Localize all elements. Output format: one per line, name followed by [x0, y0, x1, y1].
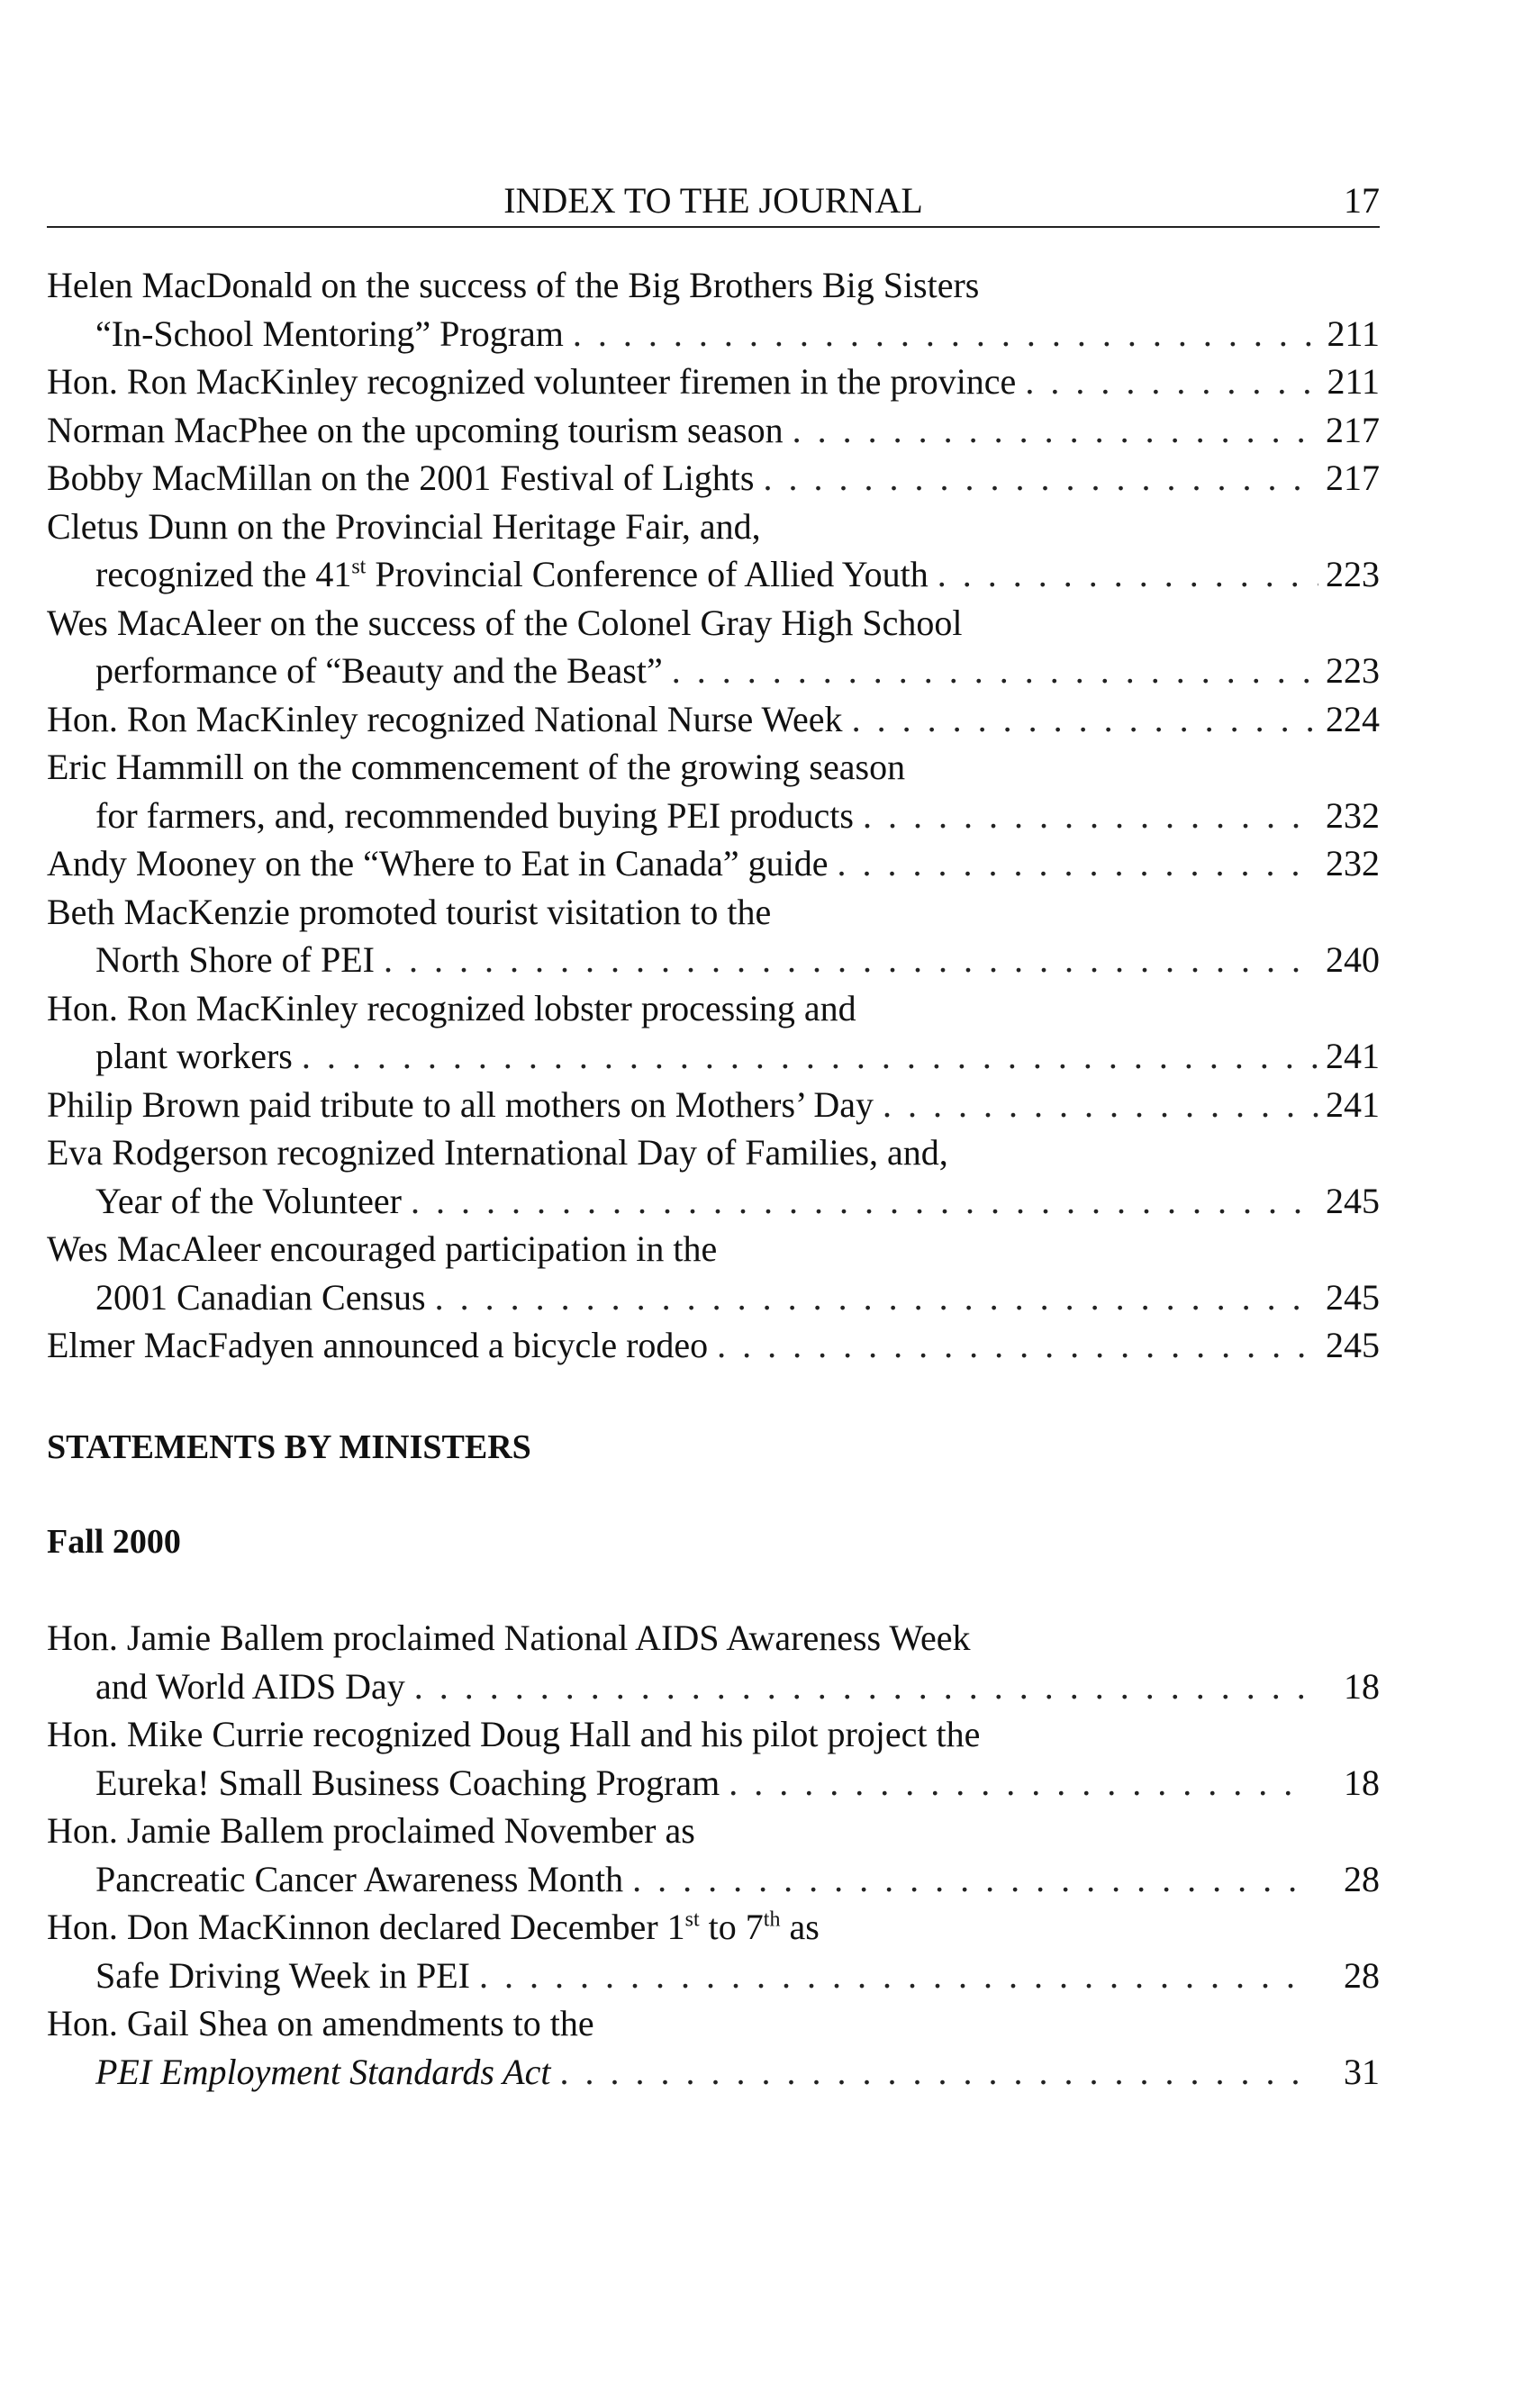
page-ref: 28	[1344, 1858, 1380, 1899]
index-entry: Hon. Ron MacKinley recognized volunteer firemen in the province . . . 211	[47, 358, 1380, 406]
page-ref: 245	[1326, 1180, 1380, 1221]
dot-leader	[479, 1952, 1309, 2000]
page-ref: 232	[1326, 794, 1380, 836]
page-ref: 224	[1326, 698, 1380, 739]
page-ref: 223	[1326, 650, 1380, 691]
index-entry: Eric Hammill on the commencement of the growing season for farmers, and, recommended buying PEI products . . . 232	[47, 743, 1380, 839]
section-heading: STATEMENTS BY MINISTERS	[47, 1428, 531, 1466]
dot-leader	[729, 1759, 1309, 1808]
dot-leader	[632, 1855, 1309, 1904]
dot-leader	[863, 792, 1318, 840]
page-ref: 18	[1344, 1762, 1380, 1803]
page-ref: 223	[1326, 554, 1380, 594]
index-entry: Wes MacAleer encouraged participation in the 2001 Canadian Census . . . 245	[47, 1225, 1380, 1321]
page-ref: 31	[1344, 2051, 1380, 2092]
index-entry: Hon. Ron MacKinley recognized lobster processing and plant workers . . . 241	[47, 984, 1380, 1081]
running-title: INDEX TO THE JOURNAL	[503, 180, 923, 221]
index-entry: Beth MacKenzie promoted tourist visitation to the North Shore of PEI . . . 240	[47, 888, 1380, 984]
dot-leader	[938, 550, 1318, 599]
dot-leader	[672, 647, 1318, 695]
dot-leader	[573, 310, 1318, 358]
index-entries-bottom	[47, 1614, 1380, 2096]
index-entry: Helen MacDonald on the success of the Big Brothers Big Sisters “In-School Mentoring” Program . . . 211	[47, 261, 1380, 358]
page-ref: 240	[1326, 939, 1380, 980]
dot-leader	[883, 1081, 1318, 1129]
page-ref: 245	[1326, 1325, 1380, 1365]
page-ref: 241	[1326, 1083, 1380, 1125]
index-entry: Bobby MacMillan on the 2001 Festival of Lights . . . 217	[47, 454, 1380, 503]
index-entry: Hon. Jamie Ballem proclaimed November as Pancreatic Cancer Awareness Month . . . 28	[47, 1807, 1380, 1903]
dot-leader	[838, 839, 1319, 888]
dot-leader	[302, 1032, 1318, 1081]
dot-leader	[717, 1321, 1318, 1370]
page-ref: 245	[1326, 1276, 1380, 1318]
index-entry: Philip Brown paid tribute to all mothers on Mothers’ Day . . . 241	[47, 1081, 1380, 1129]
index-entry: Hon. Ron MacKinley recognized National Nurse Week . . . 224	[47, 695, 1380, 744]
page-header	[47, 174, 1380, 228]
page-number: 17	[1344, 180, 1380, 221]
dot-leader	[852, 695, 1318, 744]
dot-leader	[1025, 358, 1318, 406]
page-ref: 232	[1326, 843, 1380, 883]
page-ref: 18	[1344, 1665, 1380, 1707]
dot-leader	[384, 936, 1318, 984]
index-entry: Hon. Gail Shea on amendments to the PEI Employment Standards Act . . . 31	[47, 1999, 1380, 2096]
index-entry: Hon. Don MacKinnon declared December 1st to 7th as Safe Driving Week in PEI . . . 28	[47, 1903, 1380, 1999]
index-entry: Eva Rodgerson recognized International Day of Families, and, Year of the Volunteer . . . 245	[47, 1128, 1380, 1225]
dot-leader	[559, 2048, 1309, 2097]
index-entry: Norman MacPhee on the upcoming tourism season . . . 217	[47, 406, 1380, 455]
index-entry: Cletus Dunn on the Provincial Heritage Fair, and, recognized the 41st Provincial Conference of Allied Youth . . . 223	[47, 503, 1380, 599]
dot-leader	[793, 406, 1318, 455]
page-ref: 241	[1326, 1036, 1380, 1076]
index-entry: Hon. Mike Currie recognized Doug Hall and his pilot project the Eureka! Small Business Coaching Program . . . 18	[47, 1710, 1380, 1807]
dot-leader	[764, 454, 1319, 503]
dot-leader	[414, 1663, 1309, 1711]
page-ref: 217	[1326, 409, 1380, 450]
index-entry: Elmer MacFadyen announced a bicycle rodeo . . . 245	[47, 1321, 1380, 1370]
subheading: Fall 2000	[47, 1523, 181, 1561]
index-entries-top	[47, 261, 1380, 1370]
dot-leader	[435, 1273, 1318, 1322]
dot-leader	[411, 1177, 1318, 1226]
index-entry: Andy Mooney on the “Where to Eat in Canada” guide . . . 232	[47, 839, 1380, 888]
page-ref: 217	[1326, 458, 1380, 498]
page-ref: 28	[1344, 1954, 1380, 1996]
page-ref: 211	[1327, 361, 1380, 402]
page-ref: 211	[1327, 313, 1380, 354]
index-entry: Hon. Jamie Ballem proclaimed National AIDS Awareness Week and World AIDS Day . . . 18	[47, 1614, 1380, 1710]
index-entry: Wes MacAleer on the success of the Colonel Gray High School performance of “Beauty and the Beast” . . . 223	[47, 599, 1380, 695]
